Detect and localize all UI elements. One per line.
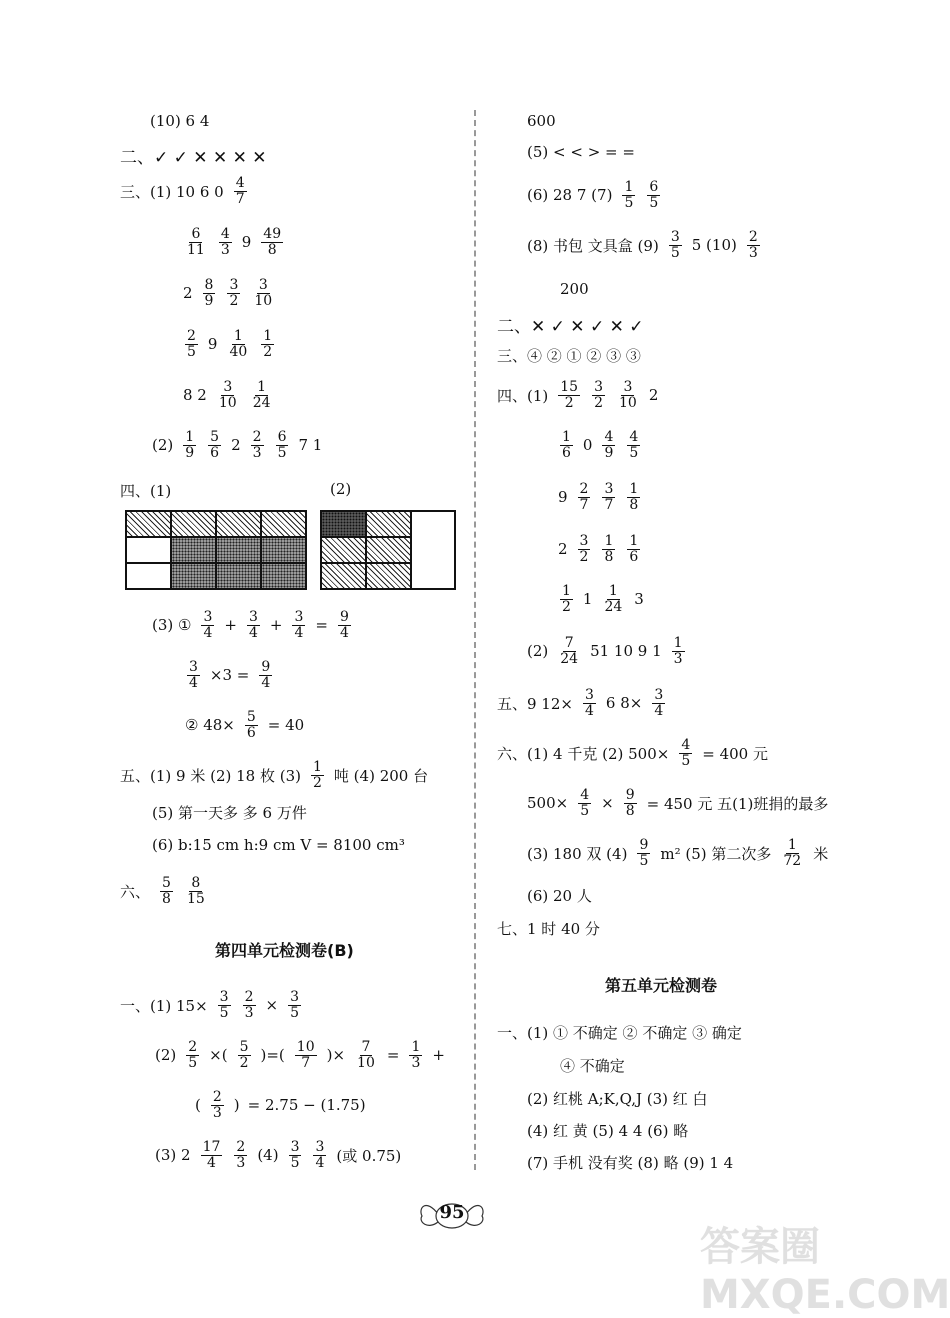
answer-line: 六、 $\frac{5}{8}$ $\frac{8}{15}$ [120, 875, 205, 907]
section-title-unit5: 第五单元检测卷 [605, 976, 718, 995]
answer-line: 二、✕ ✓ ✕ ✓ ✕ ✓ [497, 317, 644, 337]
answer-line: (3) 2 $\frac{17}{4}$ $\frac{2}{3}$ (4) $\frac{3}{5}$ $\frac{3}{4}$ (或 0.75) [155, 1139, 402, 1171]
answer-line: (5) 第一天多 多 6 万件 [152, 804, 307, 822]
fraction-grid-1 [125, 510, 307, 590]
answer-line: 9 $\frac{2}{7}$ $\frac{3}{7}$ $\frac{1}{8}$ [558, 481, 639, 513]
answer-line: 七、1 时 40 分 [497, 920, 600, 938]
column-divider [474, 110, 476, 1170]
answer-line: (10) 6 4 [150, 112, 210, 130]
answer-line: (6) 28 7 (7) $\frac{1}{5}$ $\frac{6}{5}$ [527, 179, 659, 211]
answer-line: 四、(1) [120, 482, 172, 500]
answer-line: 四、(1) $\frac{15}{2}$ $\frac{3}{2}$ $\frac{3}{10}$ 2 [497, 379, 659, 411]
answer-line: 8 2 $\frac{3}{10}$ $\frac{1}{24}$ [183, 379, 271, 411]
answer-line: (3) 180 双 (4) $\frac{9}{5}$ m² (5) 第二次多 $\frac{1}{72}$ 米 [527, 837, 829, 869]
answer-line: $\frac{6}{11}$ $\frac{4}{3}$ 9 $\frac{49}{8}$ [187, 226, 282, 258]
answer-line: (8) 书包 文具盒 (9) $\frac{3}{5}$ 5 (10) $\frac{2}{3}$ [527, 229, 758, 261]
answer-line: 一、(1) 15× $\frac{3}{5}$ $\frac{2}{3}$ × $\frac{3}{5}$ [120, 989, 300, 1021]
answer-line: 二、✓ ✓ ✕ ✕ ✕ ✕ [120, 148, 267, 168]
answer-line: $\frac{1}{2}$ 1 $\frac{1}{24}$ 3 [562, 583, 644, 615]
answer-line: (5) < < > = = [527, 143, 635, 161]
answer-line: (6) b:15 cm h:9 cm V = 8100 cm³ [152, 836, 405, 854]
answer-line: (2) [330, 480, 352, 498]
answer-line: 600 [527, 112, 556, 130]
answer-line: ④ 不确定 [560, 1057, 625, 1075]
watermark: 答案圈 MXQE.COM [700, 1224, 950, 1318]
answer-line: 五、(1) 9 米 (2) 18 枚 (3) $\frac{1}{2}$ 吨 (4) 200 台 [120, 759, 429, 791]
answer-line: 2 $\frac{8}{9}$ $\frac{3}{2}$ $\frac{3}{10}$ [183, 277, 273, 309]
answer-line: (2) $\frac{7}{24}$ 51 10 9 1 $\frac{1}{3}$ [527, 635, 683, 667]
answer-line: 一、(1) ① 不确定 ② 不确定 ③ 确定 [497, 1024, 742, 1042]
answer-line: (6) 20 人 [527, 887, 592, 905]
answer-line: 五、9 12× $\frac{3}{4}$ 6 8× $\frac{3}{4}$ [497, 687, 664, 719]
answer-line: 500× $\frac{4}{5}$ × $\frac{9}{8}$ = 450 元 五(1)班捐的最多 [527, 787, 829, 819]
answer-line: (2) $\frac{2}{5}$ ×( $\frac{5}{2}$ )=( $\frac{10}{7}$ )× $\frac{7}{10}$ = $\frac{1}{3}$ + [155, 1039, 445, 1071]
answer-line: ② 48× $\frac{5}{6}$ = 40 [185, 709, 305, 741]
page-number: 95 [439, 1202, 465, 1223]
answer-line: $\frac{1}{6}$ 0 $\frac{4}{9}$ $\frac{4}{5}$ [562, 429, 639, 461]
answer-line: (2) 红桃 A;K,Q,J (3) 红 白 [527, 1090, 708, 1108]
answer-line: ( $\frac{2}{3}$ ) = 2.75 − (1.75) [195, 1089, 366, 1121]
answer-line: (7) 手机 没有奖 (8) 略 (9) 1 4 [527, 1154, 734, 1172]
answer-line: 200 [560, 280, 589, 298]
answer-line: 2 $\frac{3}{2}$ $\frac{1}{8}$ $\frac{1}{6}$ [558, 533, 639, 565]
answer-line: 三、④ ② ① ② ③ ③ [497, 347, 641, 365]
answer-line: $\frac{2}{5}$ 9 $\frac{1}{40}$ $\frac{1}{2}$ [187, 328, 273, 360]
answer-line: 三、(1) 10 6 0 $\frac{4}{7}$ [120, 175, 245, 207]
section-title-unit4b: 第四单元检测卷(B) [215, 941, 354, 960]
answer-line: (3) ① $\frac{3}{4}$ + $\frac{3}{4}$ + $\frac{3}{4}$ = $\frac{9}{4}$ [152, 609, 349, 641]
fraction-grid-2 [320, 510, 456, 590]
answer-line: $\frac{3}{4}$ ×3 = $\frac{9}{4}$ [189, 659, 271, 691]
answer-line: 六、(1) 4 千克 (2) 500× $\frac{4}{5}$ = 400 元 [497, 737, 768, 769]
answer-line: (4) 红 黄 (5) 4 4 (6) 略 [527, 1122, 689, 1140]
answer-line: (2) $\frac{1}{9}$ $\frac{5}{6}$ 2 $\frac{2}{3}$ $\frac{6}{5}$ 7 1 [152, 429, 323, 461]
